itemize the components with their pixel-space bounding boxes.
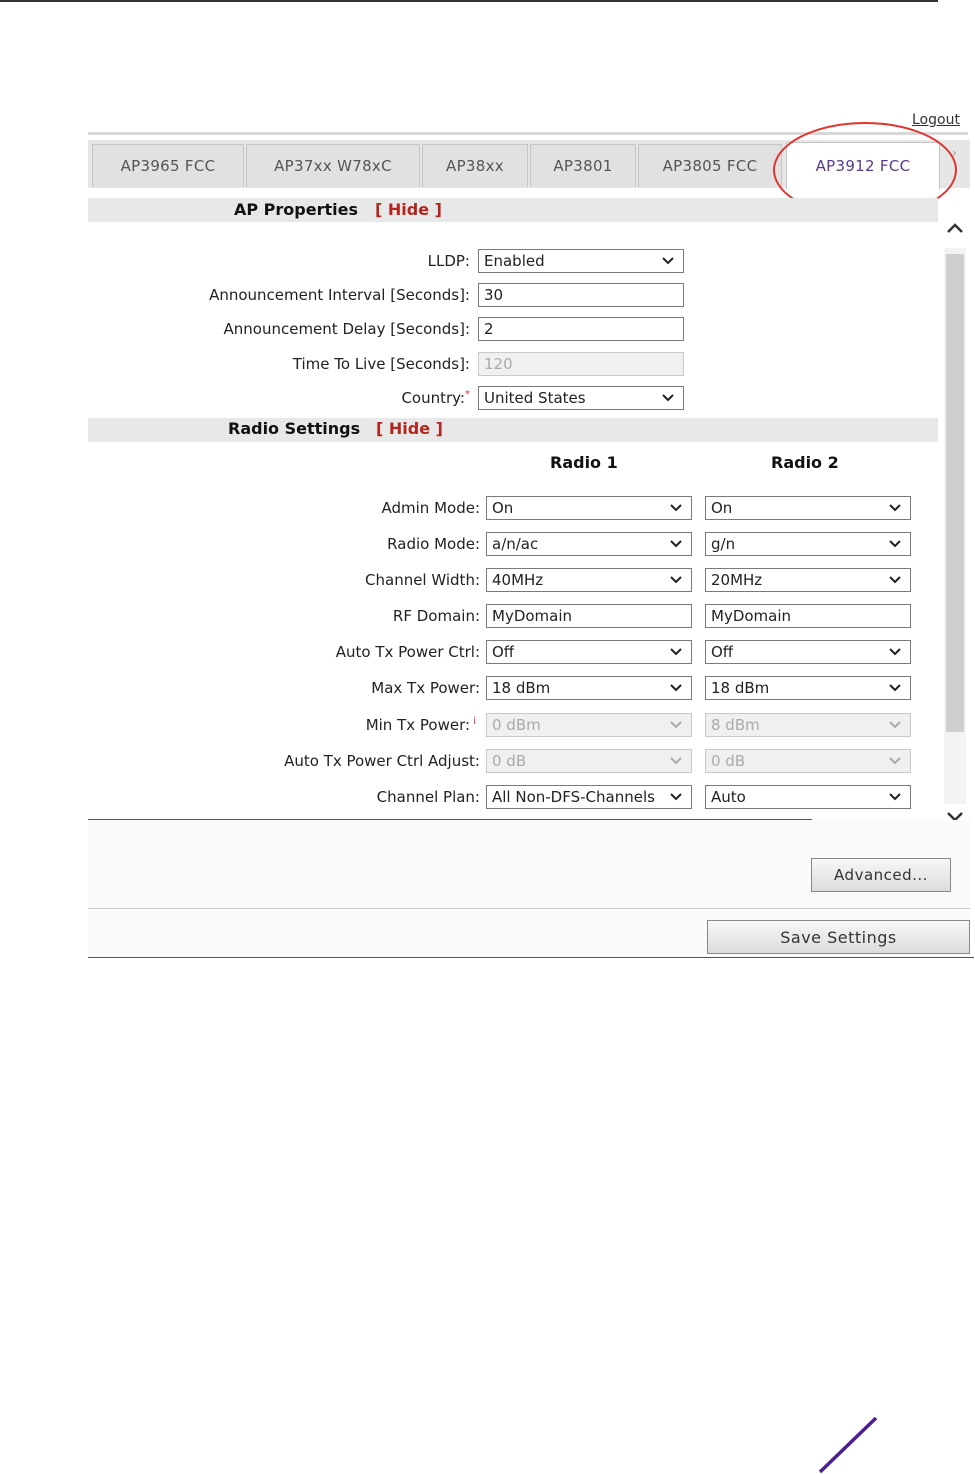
button-divider [88,908,970,909]
radio1-select[interactable] [486,785,692,809]
radio2-header: Radio 2 [771,453,839,472]
radio2-select[interactable] [705,676,911,700]
radio-row-label-text: Auto Tx Power Ctrl Adjust: [284,752,480,770]
radio-row-label [200,499,480,517]
field-value: Off [492,643,515,661]
chevron-down-icon [888,786,902,808]
country-value: United States [484,389,586,407]
field-value: 20MHz [711,571,763,589]
field-value: 8 dBm [711,716,760,734]
radio1-select [486,713,692,737]
chevron-down-icon [888,497,902,519]
chevron-down-icon [669,497,683,519]
radio-row-label [200,571,480,589]
chevron-down-icon [888,677,902,699]
radio-settings-hide-link[interactable]: [ Hide ] [376,419,443,438]
radio-row-label-text: RF Domain: [392,607,480,625]
radio1-select[interactable] [486,676,692,700]
radio-row-label [200,788,480,806]
page-top-rule [0,0,938,2]
radio1-select[interactable] [486,496,692,520]
ap-properties-header-bar [88,198,938,222]
chevron-down-icon [669,641,683,663]
field-value: a/n/ac [492,535,539,553]
field-value: On [492,499,514,517]
field-value: 0 dB [492,752,527,770]
announcement-interval-input[interactable]: 30 [478,283,684,307]
country-select[interactable] [478,386,684,410]
radio-row-label-text: Max Tx Power: [371,679,480,697]
field-value: 0 dBm [492,716,541,734]
tab-ap3912-fcc[interactable]: AP3912 FCC [786,142,940,189]
radio-row-label [200,716,476,734]
field-value: Off [711,643,734,661]
tab-ap3805-fcc[interactable]: AP3805 FCC [638,144,782,187]
chevron-down-icon [669,786,683,808]
time-to-live-label: Time To Live [Seconds]: [292,355,470,373]
chevron-down-icon [888,641,902,663]
logout-link[interactable]: Logout [912,112,960,128]
field-value: MyDomain [492,607,573,625]
radio2-select[interactable] [705,496,911,520]
radio2-input[interactable] [705,604,911,628]
radio-row-label [200,643,480,661]
country-label-text: Country: [401,389,465,407]
radio1-select [486,749,692,773]
chevron-down-icon [888,569,902,591]
field-value: g/n [711,535,736,553]
ap-properties-hide-link[interactable]: [ Hide ] [375,200,442,219]
field-value: 40MHz [492,571,544,589]
country-label [300,389,470,407]
tab-ap37xx-w78xc[interactable]: AP37xx W78xC [246,144,420,187]
radio-row-label-text: Channel Width: [365,571,480,589]
radio-row-label-text: Auto Tx Power Ctrl: [335,643,480,661]
chevron-down-icon [669,677,683,699]
chevron-down-icon [888,714,902,736]
required-marker: * [465,389,470,400]
field-value: Auto [711,788,746,806]
radio1-input[interactable] [486,604,692,628]
panel-bottom-rule [88,957,974,958]
radio-row-label-text: Admin Mode: [381,499,480,517]
field-value: 18 dBm [492,679,551,697]
chevron-down-icon [888,750,902,772]
radio-row-label [200,607,480,625]
scrollbar-thumb[interactable] [946,254,964,732]
ap-properties-title: AP Properties [234,200,358,219]
radio-settings-header-bar [88,418,938,442]
radio2-select[interactable] [705,532,911,556]
field-value: All Non-DFS-Channels [492,788,655,806]
lldp-label: LLDP: [427,252,470,270]
announcement-delay-input[interactable]: 2 [478,317,684,341]
content-bottom-rule [88,819,812,820]
scroll-up-icon[interactable] [944,218,966,240]
radio-row-label-text: Radio Mode: [387,535,480,553]
radio2-select [705,713,911,737]
tab-overflow-icon[interactable]: › [952,146,957,160]
radio-row-label [200,679,480,697]
radio-row-label-text: Min Tx Power: [365,716,471,734]
radio2-select[interactable] [705,568,911,592]
time-to-live-input: 120 [478,352,684,376]
brand-slash-icon [816,1416,880,1474]
radio1-select[interactable] [486,640,692,664]
tab-ap3801[interactable]: AP3801 [530,144,636,187]
chevron-down-icon [669,714,683,736]
chevron-down-icon [661,387,675,409]
radio-row-label [200,752,480,770]
radio2-select[interactable] [705,785,911,809]
radio-row-label [200,535,480,553]
chevron-down-icon [669,569,683,591]
announcement-delay-label: Announcement Delay [Seconds]: [223,320,470,338]
radio-row-label-text: Channel Plan: [376,788,480,806]
field-value: 0 dB [711,752,746,770]
lldp-select[interactable] [478,249,684,273]
announcement-interval-label: Announcement Interval [Seconds]: [209,286,470,304]
tab-ap38xx[interactable]: AP38xx [422,144,528,187]
lldp-value: Enabled [484,252,545,270]
field-value: 18 dBm [711,679,770,697]
radio2-select [705,749,911,773]
field-value: MyDomain [711,607,792,625]
save-settings-button[interactable]: Save Settings [707,920,970,954]
advanced-button[interactable]: Advanced... [811,858,951,892]
chevron-down-icon [669,533,683,555]
info-marker: i [470,716,476,727]
radio1-select[interactable] [486,532,692,556]
chevron-down-icon [661,250,675,272]
radio-settings-title: Radio Settings [228,419,361,438]
chevron-down-icon [888,533,902,555]
radio2-select[interactable] [705,640,911,664]
tab-ap3965-fcc[interactable]: AP3965 FCC [92,144,244,187]
radio1-select[interactable] [486,568,692,592]
radio1-header: Radio 1 [550,453,618,472]
field-value: On [711,499,733,517]
chevron-down-icon [669,750,683,772]
